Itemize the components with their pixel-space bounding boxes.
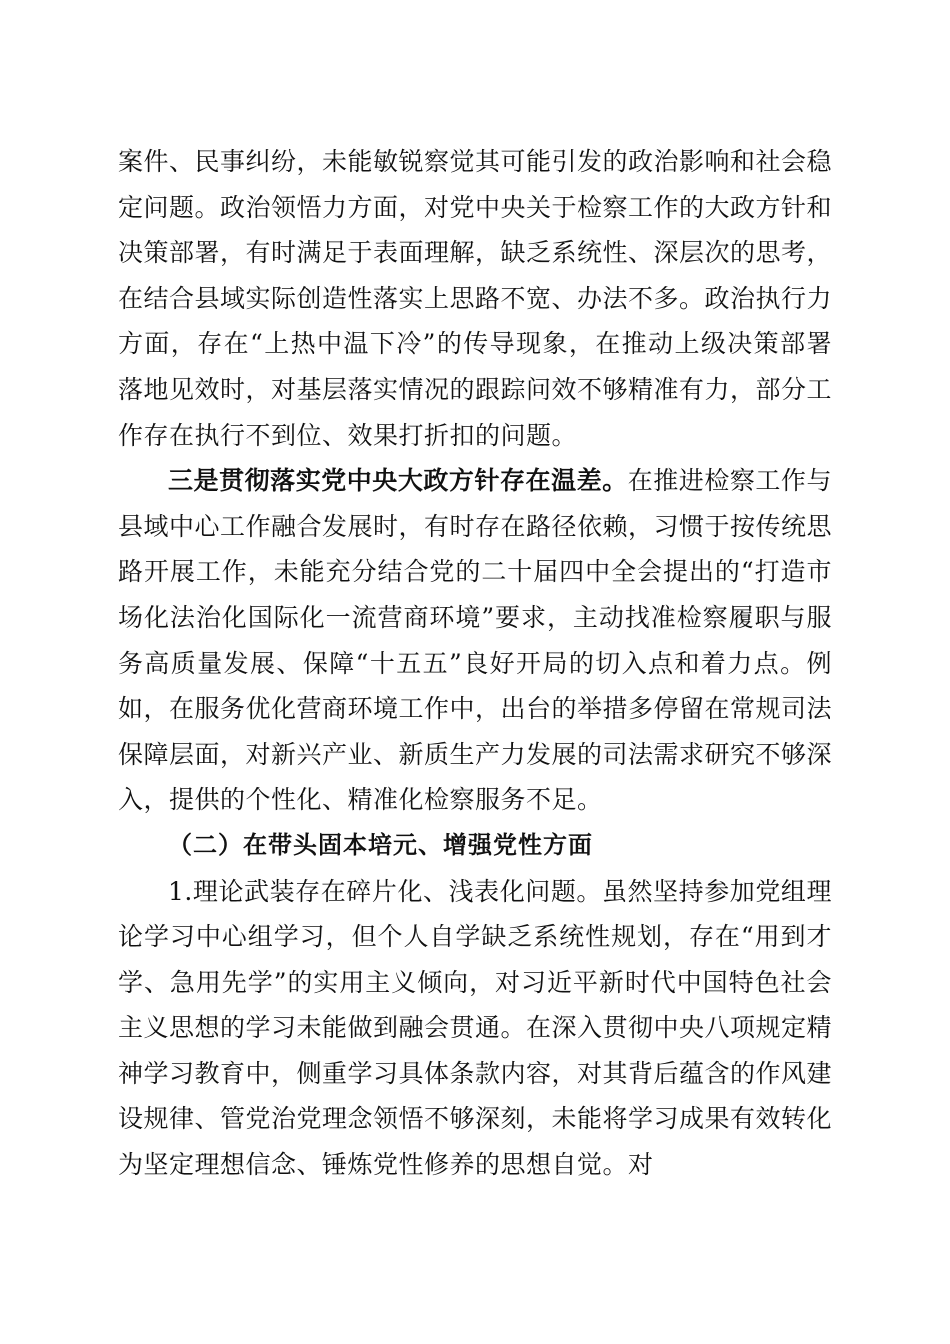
paragraph-continued: 案件、民事纠纷，未能敏锐察觉其可能引发的政治影响和社会稳定问题。政治领悟力方面，对党中央关于检察工作的大政方针和决策部署，有时满足于表面理解，缺乏系统性、深层次的思考，在结合县域实际创造性落实上思路不宽、办法不多。政治执行力方面，存在“上热中温下冷”的传导现象，在推动上级决策部署落地见效时，对基层落实情况的跟踪问效不够精准有力，部分工作存在执行不到位、效果打折扣的问题。	[118, 147, 833, 450]
paragraph-three-point	[118, 458, 832, 823]
paragraph-theory-study: 1.理论武装存在碎片化、浅表化问题。虽然坚持参加党组理论学习中心组学习，但个人自学缺乏系统性规划，存在“用到才学、急用先学”的实用主义倾向，对习近平新时代中国特色社会主义思想的学习未能做到融会贯通。在深入贯彻中央八项规定精神学习教育中，侧重学习具体条款内容，对其背后蕴含的作风建设规律、管党治党理念领悟不够深刻，未能将学习成果有效转化为坚定理想信念、锤炼党性修养的思想自觉。对	[118, 876, 833, 1180]
paragraph-body-text: 在推进检察工作与县域中心工作融合发展时，有时存在路径依赖，习惯于按传统思路开展工作，未能充分结合党的二十届四中全会提出的“打造市场化法治化国际化一流营商环境”要求，主动找准检察履职与服务高质量发展、保障“十五五”良好开局的切入点和着力点。例如，在服务优化营商环境工作中，出台的举措多停留在常规司法保障层面，对新兴产业、新质生产力发展的司法需求研究不够深入，提供的个性化、精准化检察服务不足。	[118, 466, 833, 815]
document-body	[118, 139, 832, 1188]
paragraph-lead-sentence: 三是贯彻落实党中央大政方针存在温差。	[168, 466, 628, 496]
section-heading: （二）在带头固本培元、增强党性方面	[168, 830, 593, 859]
